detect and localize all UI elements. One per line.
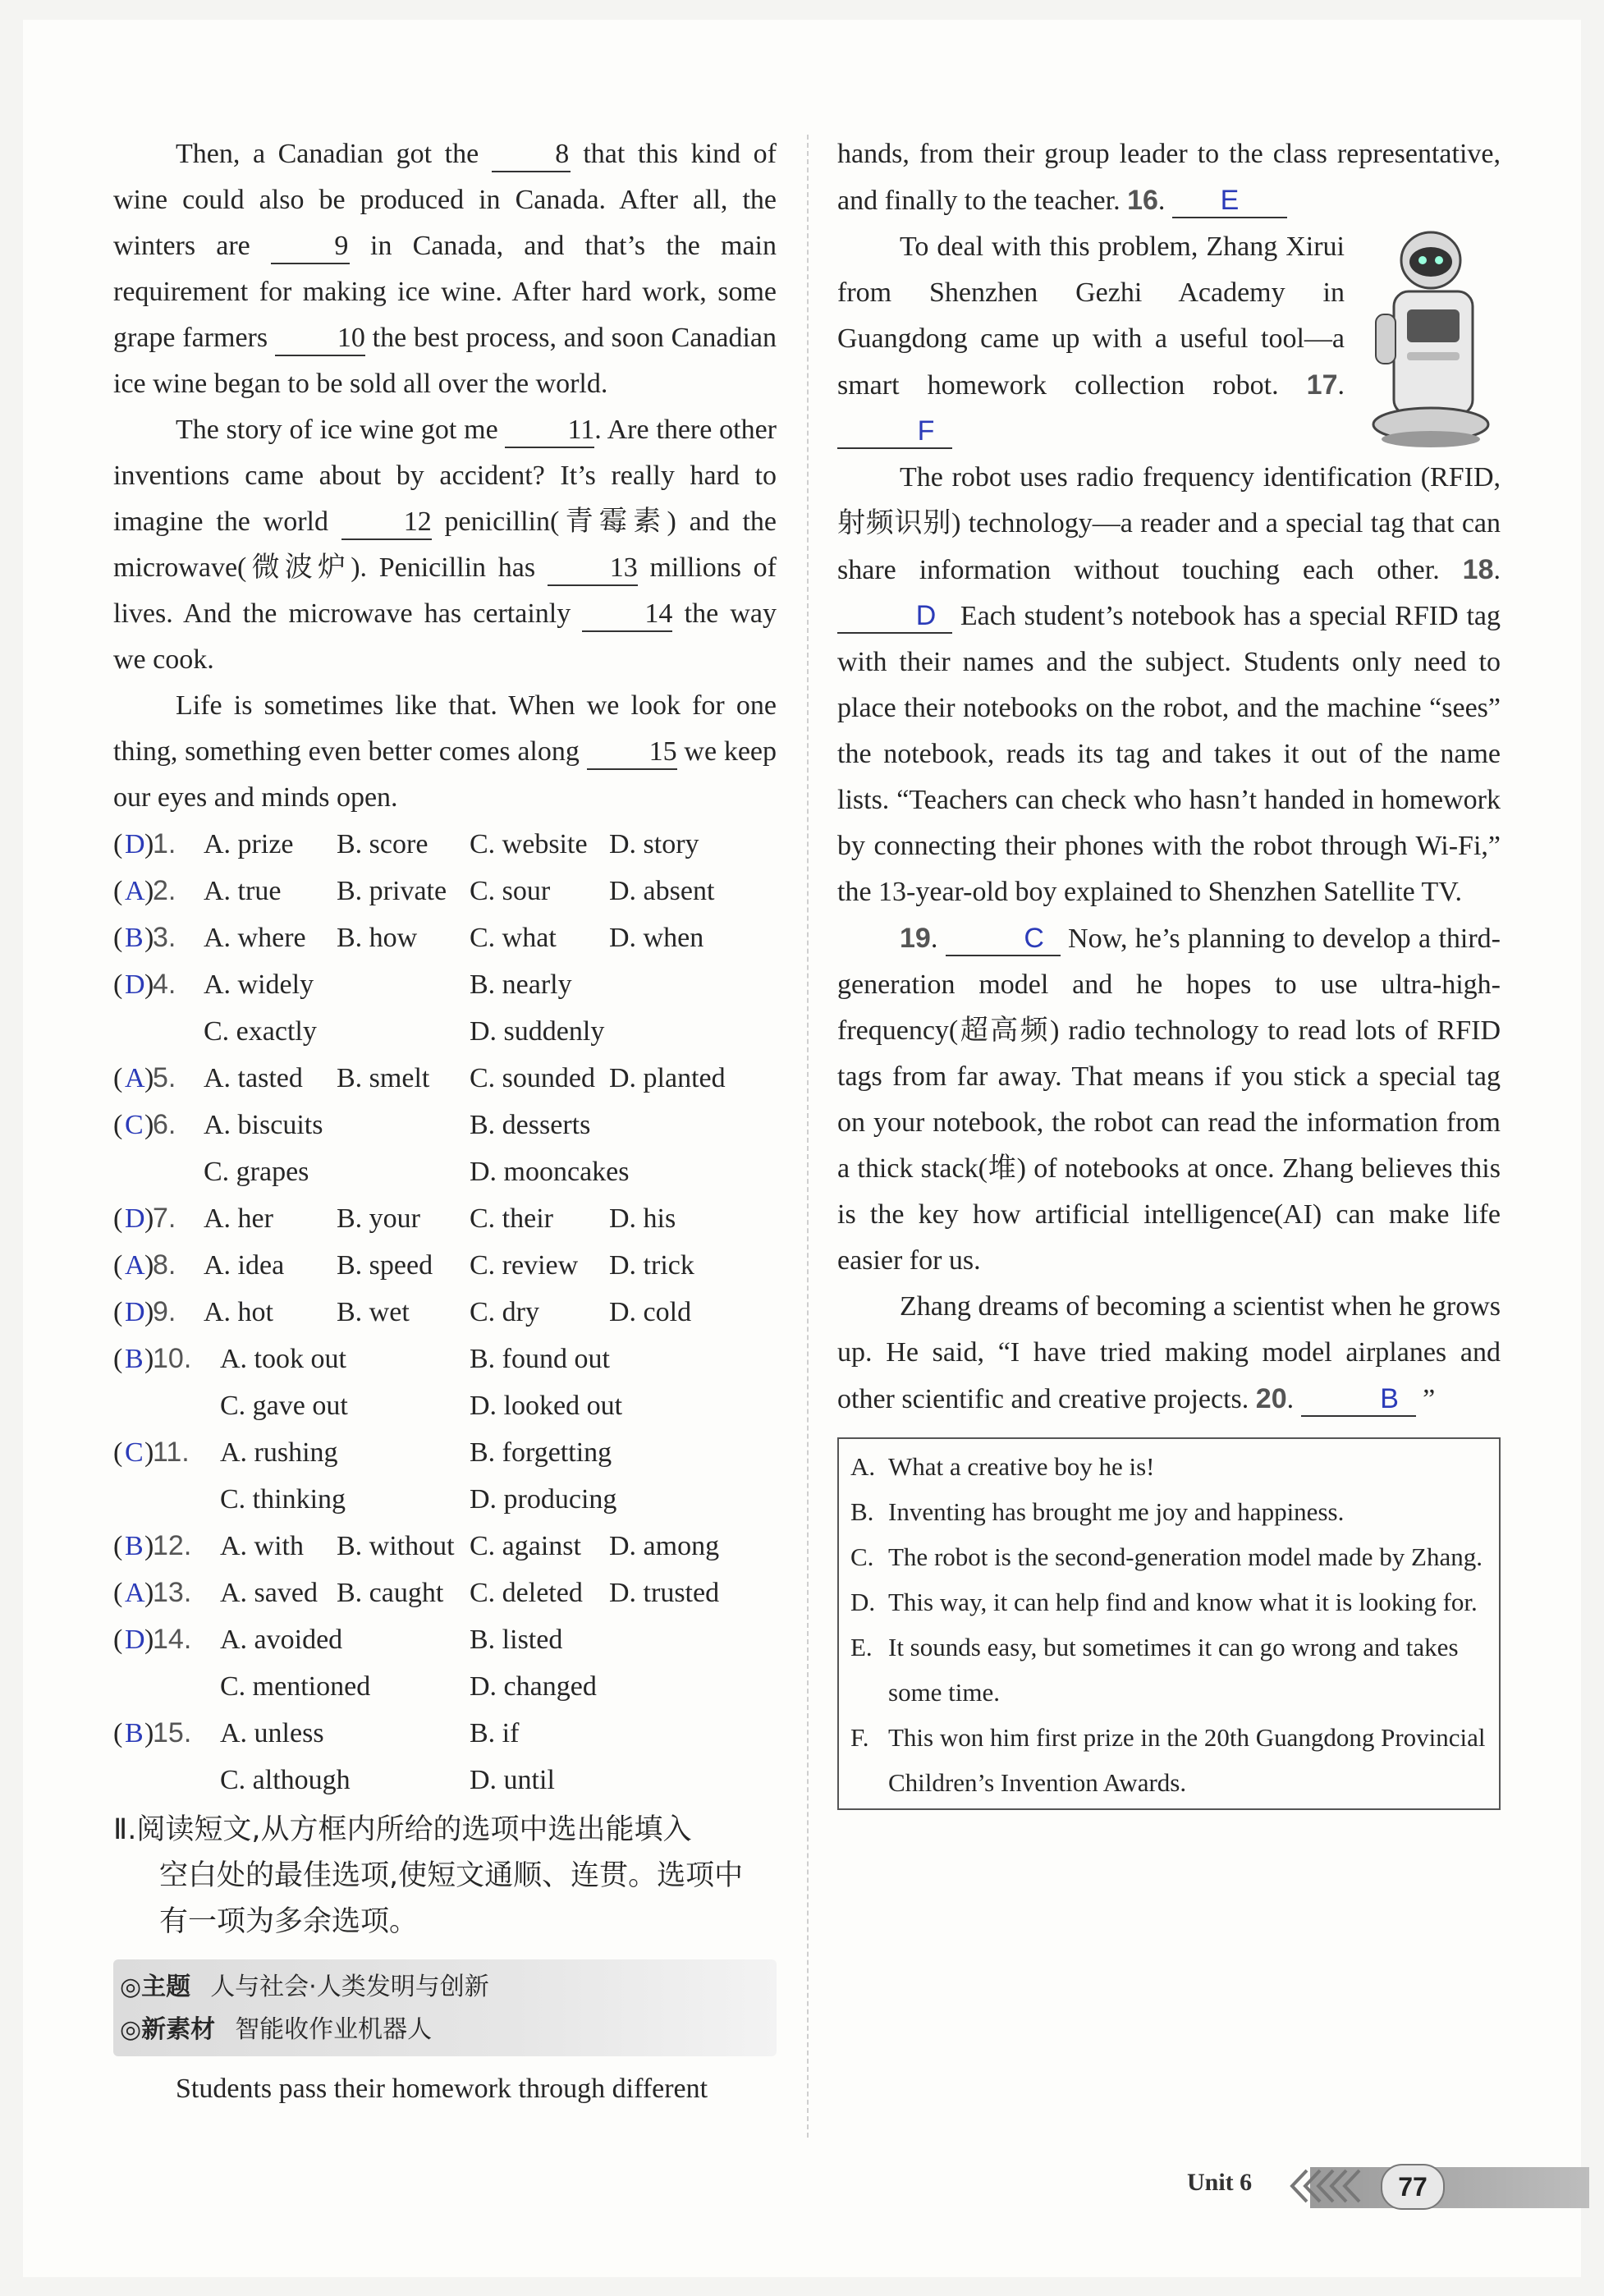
passage-paragraph-3 <box>113 683 777 821</box>
mc-question-14-cont <box>113 1663 777 1710</box>
mc-question-6 <box>113 1102 777 1148</box>
answer-blank-17[interactable]: F <box>837 415 952 449</box>
theme-row <box>120 1966 777 2009</box>
option-a[interactable]: A. tasted <box>204 1063 303 1093</box>
option-c[interactable]: C. against <box>470 1531 581 1561</box>
left-column <box>113 131 777 2112</box>
option-b[interactable]: B. desserts <box>470 1110 591 1140</box>
paren-open: ( <box>113 1437 123 1468</box>
instruction-line-3: 有一项为多余选项。 <box>159 1905 419 1938</box>
mc-question-15 <box>113 1710 777 1757</box>
mc-question-11 <box>113 1429 777 1476</box>
mc-question-14 <box>113 1616 777 1663</box>
option-b[interactable]: B. without <box>337 1531 455 1561</box>
question-number-16: 16 <box>1127 185 1158 216</box>
blank-13[interactable]: 13 <box>548 552 638 586</box>
answer-blank-19[interactable]: C <box>946 922 1061 956</box>
passage-paragraph-r3 <box>837 455 1501 915</box>
option-d[interactable]: D. trusted <box>609 1578 720 1608</box>
option-b[interactable]: B. caught <box>337 1578 444 1608</box>
text: Now, he’s planning to develop a third-generation model and he hopes to use ultra-high-frequency(超高频) radio technology to read lots of RFID tags from far away. That means if you stick a special tag on your notebook, the robot can read the information from a thick stack(堆) of notebooks at once. Zhang believes this is the key how artificial intelligence(AI) can make life easier for us. <box>837 923 1501 1276</box>
answer-mark[interactable]: B <box>125 923 144 953</box>
answer-mark[interactable]: C <box>125 1437 144 1468</box>
option-text: The robot is the second-generation model made by Zhang. <box>888 1542 1483 1571</box>
option-letter: C. <box>850 1542 874 1571</box>
question-number: 11. <box>153 1437 190 1468</box>
paren-close: ) <box>144 1531 154 1561</box>
page-number: 77 <box>1381 2164 1445 2210</box>
option-d[interactable]: D. among <box>609 1531 720 1561</box>
paren-open: ( <box>113 1063 123 1093</box>
paren-close: ) <box>144 1718 154 1748</box>
option-letter: A. <box>850 1452 876 1481</box>
option-d[interactable]: D. absent <box>609 876 715 906</box>
text: hands, from their group leader to the class representative, and finally to the teacher. <box>837 139 1501 216</box>
answer-mark[interactable]: D <box>125 1625 145 1655</box>
text: The story of ice wine got me <box>176 415 506 445</box>
option-a[interactable]: A. idea <box>204 1250 285 1281</box>
answer-mark[interactable]: B <box>125 1531 144 1561</box>
answer-mark[interactable]: D <box>125 1297 145 1327</box>
option-c[interactable]: C. although <box>220 1765 351 1795</box>
option-f <box>850 1715 1487 1805</box>
mc-question-4 <box>113 961 777 1008</box>
answer-blank-20[interactable]: B <box>1301 1382 1416 1417</box>
option-b[interactable]: B. forgetting <box>470 1437 612 1468</box>
option-a[interactable]: A. widely <box>204 969 314 1000</box>
instruction-line-1: Ⅱ.阅读短文,从方框内所给的选项中选出能填入 <box>113 1813 692 1846</box>
option-a <box>850 1444 1487 1489</box>
passage-paragraph-r4 <box>837 915 1501 1284</box>
text: Each student’s notebook has a special RFID tag with their names and the subject. Students only need to place their notebooks on the robot, and the machine “sees” the notebook, reads its tag and takes it out of the name lists. “Teachers can check who hasn’t handed in homework by connecting their phones with the robot through Wi-Fi,” the 13-year-old boy explained to Shenzhen Satellite TV. <box>837 601 1501 907</box>
text: we keep our eyes and minds open. <box>113 736 777 813</box>
robot-illustration-icon <box>1361 224 1501 454</box>
passage-paragraph-r1 <box>837 131 1501 224</box>
paren-close: ) <box>144 1297 154 1327</box>
paren-close: ) <box>144 876 154 906</box>
paren-close: ) <box>144 1625 154 1655</box>
option-a[interactable]: A. biscuits <box>204 1110 323 1140</box>
question-number: 14. <box>153 1624 192 1655</box>
answer-mark[interactable]: D <box>125 1203 145 1234</box>
option-b <box>850 1489 1487 1534</box>
option-d[interactable]: D. changed <box>470 1671 597 1702</box>
paren-open: ( <box>113 1625 123 1655</box>
answer-mark[interactable]: C <box>125 1110 144 1140</box>
text: . <box>1286 1384 1301 1414</box>
answer-mark[interactable]: B <box>125 1344 144 1374</box>
option-d[interactable]: D. his <box>609 1203 676 1234</box>
option-d[interactable]: D. mooncakes <box>470 1157 630 1187</box>
option-c[interactable]: C. sour <box>470 876 551 906</box>
option-b[interactable]: B. speed <box>337 1250 433 1281</box>
blank-10[interactable]: 10 <box>275 322 365 356</box>
paren-close: ) <box>144 829 154 859</box>
paren-close: ) <box>144 1344 154 1374</box>
paren-open: ( <box>113 1110 123 1140</box>
paren-close: ) <box>144 1437 154 1468</box>
option-d[interactable]: D. cold <box>609 1297 692 1327</box>
option-b[interactable]: B. score <box>337 829 428 859</box>
question-number: 15. <box>153 1717 192 1748</box>
mc-question-3 <box>113 914 777 961</box>
mc-question-11-cont <box>113 1476 777 1523</box>
text: Zhang dreams of becoming a scientist when he grows up. He said, “I have tried making model airplanes and other scientific and creative projects. <box>837 1291 1501 1414</box>
paren-close: ) <box>144 1250 154 1281</box>
unit-label: Unit 6 <box>1187 2169 1253 2196</box>
blank-11[interactable]: 11 <box>505 414 594 448</box>
option-d[interactable]: D. until <box>470 1765 555 1795</box>
paren-close: ) <box>144 969 154 1000</box>
paren-open: ( <box>113 1531 123 1561</box>
multiple-choice-list <box>113 821 777 1803</box>
option-d[interactable]: D. trick <box>609 1250 694 1281</box>
option-a[interactable]: A. hot <box>204 1297 273 1327</box>
paren-close: ) <box>144 1110 154 1140</box>
section-instructions <box>113 1807 777 1945</box>
right-column <box>837 131 1501 1810</box>
blank-8[interactable]: 8 <box>492 138 571 172</box>
answer-blank-16[interactable]: E <box>1172 184 1287 218</box>
mc-question-7 <box>113 1195 777 1242</box>
option-a[interactable]: A. her <box>204 1203 273 1234</box>
answer-blank-18[interactable]: D <box>837 599 952 634</box>
mc-question-10 <box>113 1336 777 1382</box>
option-b[interactable]: B. your <box>337 1203 420 1234</box>
text: Then, a Canadian got the <box>176 139 492 169</box>
option-c[interactable]: C. grapes <box>204 1157 309 1187</box>
mc-question-10-cont <box>113 1382 777 1429</box>
question-number: 2. <box>153 875 176 906</box>
mc-question-12 <box>113 1523 777 1570</box>
answer-mark[interactable]: D <box>125 969 145 1000</box>
text: The robot uses radio frequency identification (RFID, 射频识别) technology—a reader and a special tag that can share information without touching each other. <box>837 462 1501 585</box>
passage-paragraph-2 <box>113 407 777 683</box>
paren-open: ( <box>113 969 123 1000</box>
paren-open: ( <box>113 829 123 859</box>
option-d[interactable]: D. planted <box>609 1063 726 1093</box>
question-number-20: 20 <box>1255 1383 1287 1414</box>
option-letter: B. <box>850 1497 874 1526</box>
text: Life is sometimes like that. When we look for one thing, something even better comes along <box>113 690 777 767</box>
option-a[interactable]: A. took out <box>220 1344 346 1374</box>
option-c[interactable]: C. deleted <box>470 1578 583 1608</box>
option-a[interactable]: A. prize <box>204 829 294 859</box>
answer-mark[interactable]: A <box>125 1063 145 1093</box>
option-text: Inventing has brought me joy and happiness. <box>888 1497 1345 1526</box>
text: the way we cook. <box>113 598 777 675</box>
option-d[interactable]: D. producing <box>470 1484 617 1515</box>
option-e <box>850 1625 1487 1715</box>
text: ” <box>1415 1384 1436 1414</box>
paren-open: ( <box>113 876 123 906</box>
question-number: 3. <box>153 922 176 953</box>
page <box>23 20 1581 2277</box>
text: the best process, and soon Canadian ice wine began to be sold all over the world. <box>113 323 777 399</box>
option-b[interactable]: B. smelt <box>337 1063 430 1093</box>
option-c[interactable]: C. exactly <box>204 1016 317 1047</box>
question-number: 10. <box>153 1343 192 1374</box>
question-number: 4. <box>153 969 176 1000</box>
instruction-line-2: 空白处的最佳选项,使短文通顺、连贯。选项中 <box>159 1859 744 1892</box>
mc-question-9 <box>113 1289 777 1336</box>
option-c[interactable]: C. sounded <box>470 1063 595 1093</box>
question-number: 9. <box>153 1296 176 1327</box>
answer-mark[interactable]: D <box>125 829 145 859</box>
column-divider <box>807 135 809 2138</box>
theme-box <box>113 1959 777 2056</box>
text: . Are there other inventions came about by accident? It’s really hard to imagine the world <box>113 415 777 537</box>
page-footer <box>1162 2161 1591 2211</box>
text: . <box>1157 186 1172 216</box>
paren-open: ( <box>113 1250 123 1281</box>
option-text: What a creative boy he is! <box>888 1452 1155 1481</box>
option-c[interactable]: C. review <box>470 1250 579 1281</box>
mc-question-13 <box>113 1570 777 1616</box>
question-number: 7. <box>153 1203 176 1234</box>
question-number: 5. <box>153 1062 176 1093</box>
chevron-decoration-icon <box>1282 2165 1373 2207</box>
mc-question-1 <box>113 821 777 868</box>
blank-15[interactable]: 15 <box>587 736 677 770</box>
question-number-19: 19 <box>900 923 931 954</box>
option-a[interactable]: A. true <box>204 876 282 906</box>
options-box <box>837 1437 1501 1810</box>
paren-open: ( <box>113 1203 123 1234</box>
text: that this kind of wine could also be produced in Canada. After all, the winters are <box>113 139 777 261</box>
option-d <box>850 1579 1487 1625</box>
option-c[interactable]: C. dry <box>470 1297 539 1327</box>
option-c[interactable]: C. website <box>470 829 588 859</box>
blank-14[interactable]: 14 <box>582 598 672 632</box>
option-b[interactable]: B. found out <box>470 1344 610 1374</box>
option-letter: E. <box>850 1633 873 1661</box>
option-b[interactable]: B. if <box>470 1718 520 1748</box>
theme-label: ◎主题 <box>120 1973 191 2001</box>
question-number-17: 17 <box>1306 369 1338 401</box>
option-d[interactable]: D. suddenly <box>470 1016 605 1047</box>
answer-mark[interactable]: B <box>125 1718 144 1748</box>
answer-mark[interactable]: A <box>125 1250 145 1281</box>
paren-close: ) <box>144 1578 154 1608</box>
mc-question-6-cont <box>113 1148 777 1195</box>
option-b[interactable]: B. how <box>337 923 418 953</box>
question-number: 6. <box>153 1109 176 1140</box>
paren-open: ( <box>113 1718 123 1748</box>
material-label: ◎新素材 <box>120 2015 216 2044</box>
material-text: 智能收作业机器人 <box>235 2015 433 2044</box>
option-b[interactable]: B. wet <box>337 1297 410 1327</box>
text: penicillin(青霉素) and the microwave(微波炉). Penicillin has <box>113 506 777 583</box>
paren-open: ( <box>113 1297 123 1327</box>
question-number: 8. <box>153 1249 176 1281</box>
option-c[interactable]: C. gave out <box>220 1391 348 1421</box>
paren-close: ) <box>144 1203 154 1234</box>
reading-passage-start: Students pass their homework through different <box>176 2074 708 2104</box>
text: . <box>930 923 946 954</box>
robot-paragraph-wrap <box>837 224 1501 455</box>
option-a[interactable]: A. with <box>220 1531 304 1561</box>
option-letter: F. <box>850 1723 869 1752</box>
mc-question-4-cont <box>113 1008 777 1055</box>
option-a[interactable]: A. rushing <box>220 1437 338 1468</box>
option-a[interactable]: A. unless <box>220 1718 324 1748</box>
option-d[interactable]: D. story <box>609 829 699 859</box>
option-b[interactable]: B. listed <box>470 1625 563 1655</box>
paren-open: ( <box>113 923 123 953</box>
question-number: 1. <box>153 828 176 859</box>
answer-mark[interactable]: A <box>125 876 145 906</box>
mc-question-5 <box>113 1055 777 1102</box>
question-number: 12. <box>153 1530 192 1561</box>
option-d[interactable]: D. when <box>609 923 704 953</box>
option-text: This won him first prize in the 20th Guangdong Provincial Children’s Invention Awards. <box>888 1723 1486 1797</box>
passage-paragraph-r5 <box>837 1284 1501 1423</box>
option-text: It sounds easy, but sometimes it can go wrong and takes some time. <box>888 1633 1459 1707</box>
option-c[interactable]: C. what <box>470 923 557 953</box>
option-c[interactable]: C. thinking <box>220 1484 346 1515</box>
blank-9[interactable]: 9 <box>271 230 350 264</box>
passage-paragraph-1 <box>113 131 777 407</box>
option-text: This way, it can help find and know what it is looking for. <box>888 1588 1478 1616</box>
mc-question-8 <box>113 1242 777 1289</box>
option-a[interactable]: A. where <box>204 923 306 953</box>
option-c <box>850 1534 1487 1579</box>
text: millions of lives. And the microwave has certainly <box>113 552 777 629</box>
option-b[interactable]: B. private <box>337 876 447 906</box>
paren-close: ) <box>144 1063 154 1093</box>
material-row <box>120 2009 777 2051</box>
theme-text: 人与社会·人类发明与创新 <box>210 1973 489 2001</box>
answer-mark[interactable]: A <box>125 1578 145 1608</box>
paren-open: ( <box>113 1578 123 1608</box>
paren-open: ( <box>113 1344 123 1374</box>
question-number-18: 18 <box>1462 554 1494 585</box>
text: To deal with this problem, Zhang Xirui from Shenzhen Gezhi Academy in Guangdong came up with a useful tool—a smart homework collection robot. <box>837 231 1345 401</box>
mc-question-15-cont <box>113 1757 777 1803</box>
mc-question-2 <box>113 868 777 914</box>
option-b[interactable]: B. nearly <box>470 969 572 1000</box>
text: . <box>1337 370 1345 401</box>
text: in Canada, and that’s the main requirement for making ice wine. After hard work, some grape farmers <box>113 231 777 353</box>
text: . <box>1493 555 1501 585</box>
option-d[interactable]: D. looked out <box>470 1391 623 1421</box>
option-letter: D. <box>850 1588 876 1616</box>
option-a[interactable]: A. avoided <box>220 1625 343 1655</box>
option-c[interactable]: C. their <box>470 1203 553 1234</box>
option-c[interactable]: C. mentioned <box>220 1671 371 1702</box>
blank-12[interactable]: 12 <box>341 506 432 540</box>
option-a[interactable]: A. saved <box>220 1578 318 1608</box>
question-number: 13. <box>153 1577 192 1608</box>
paren-close: ) <box>144 923 154 953</box>
